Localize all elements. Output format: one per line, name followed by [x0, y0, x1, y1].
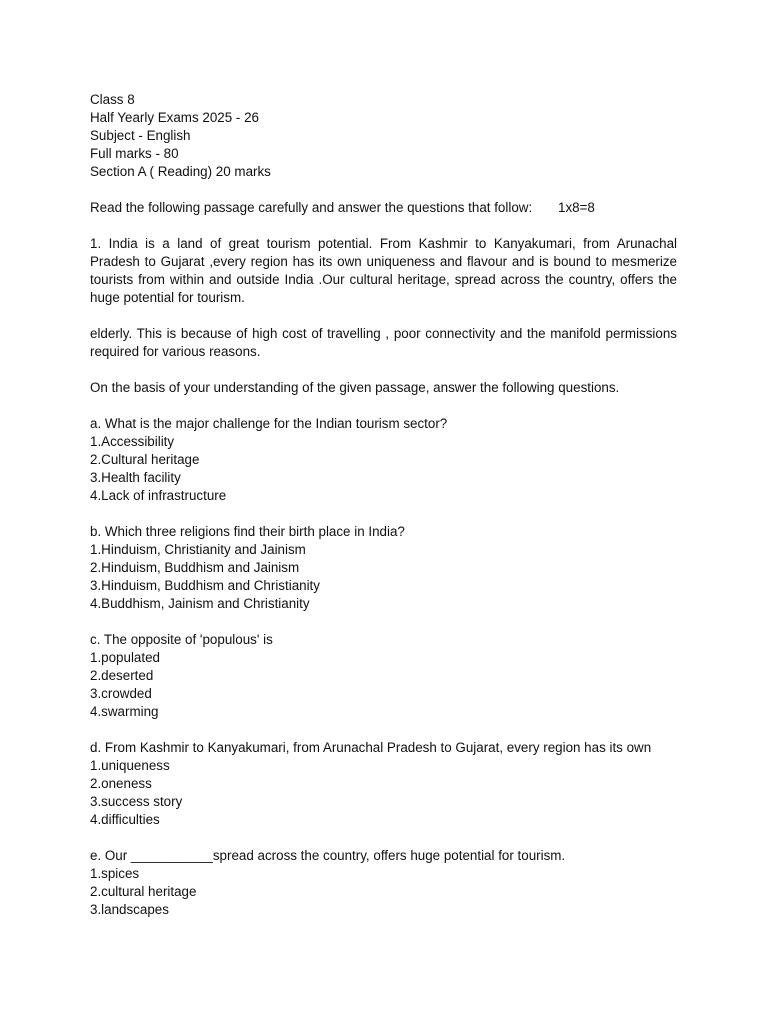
- question-e: [90, 847, 677, 919]
- option: 3.Health facility: [90, 470, 181, 485]
- section-label: Section A ( Reading) 20 marks: [90, 164, 271, 179]
- instruction-marks: 1x8=8: [558, 200, 595, 215]
- instruction-text: Read the following passage carefully and answer the questions that follow:: [90, 200, 533, 215]
- full-marks-label: Full marks - 80: [90, 146, 179, 161]
- option: 1.populated: [90, 650, 160, 665]
- question-b: [90, 523, 677, 613]
- question-a: [90, 415, 677, 505]
- option: 3.Hinduism, Buddhism and Christianity: [90, 578, 320, 593]
- option: 1.uniqueness: [90, 758, 170, 773]
- option: 4.Lack of infrastructure: [90, 488, 227, 503]
- class-label: Class 8: [90, 92, 135, 107]
- question-text: b. Which three religions find their birth place in India?: [90, 524, 405, 539]
- option: 4.swarming: [90, 704, 159, 719]
- questions-intro: On the basis of your understanding of the given passage, answer the following questions.: [90, 380, 620, 395]
- option: 2.Hinduism, Buddhism and Jainism: [90, 560, 300, 575]
- option: 4.Buddhism, Jainism and Christianity: [90, 596, 310, 611]
- option: 4.difficulties: [90, 812, 160, 827]
- option: 2.deserted: [90, 668, 154, 683]
- passage-paragraph-1: 1. India is a land of great tourism potential. From Kashmir to Kanyakumari, from Arunachal Pradesh to Gujarat ,every region has its own uniqueness and flavour and is bound to mesmerize tourists from within and outside India .Our cultural heritage, spread across the country, offers the huge potential for tourism.: [90, 236, 677, 305]
- option: 1.spices: [90, 866, 140, 881]
- option: 2.Cultural heritage: [90, 452, 200, 467]
- subject-label: Subject - English: [90, 128, 191, 143]
- exam-title: Half Yearly Exams 2025 - 26: [90, 110, 259, 125]
- option: 1.Accessibility: [90, 434, 175, 449]
- question-d: [90, 739, 677, 829]
- option: 1.Hinduism, Christianity and Jainism: [90, 542, 306, 557]
- option: 2.cultural heritage: [90, 884, 197, 899]
- option: 3.crowded: [90, 686, 152, 701]
- option: 2.oneness: [90, 776, 152, 791]
- option: 3.landscapes: [90, 902, 169, 917]
- exam-document: [90, 91, 677, 919]
- question-c: [90, 631, 677, 721]
- question-text: a. What is the major challenge for the Indian tourism sector?: [90, 416, 448, 431]
- instruction-line: [90, 199, 677, 217]
- passage-paragraph-2: elderly. This is because of high cost of travelling , poor connectivity and the manifold permissions required for various reasons.: [90, 326, 677, 359]
- question-text: d. From Kashmir to Kanyakumari, from Arunachal Pradesh to Gujarat, every region has its own: [90, 740, 652, 755]
- question-text: c. The opposite of 'populous' is: [90, 632, 273, 647]
- option: 3.success story: [90, 794, 183, 809]
- question-text: e. Our ___________spread across the country, offers huge potential for tourism.: [90, 848, 566, 863]
